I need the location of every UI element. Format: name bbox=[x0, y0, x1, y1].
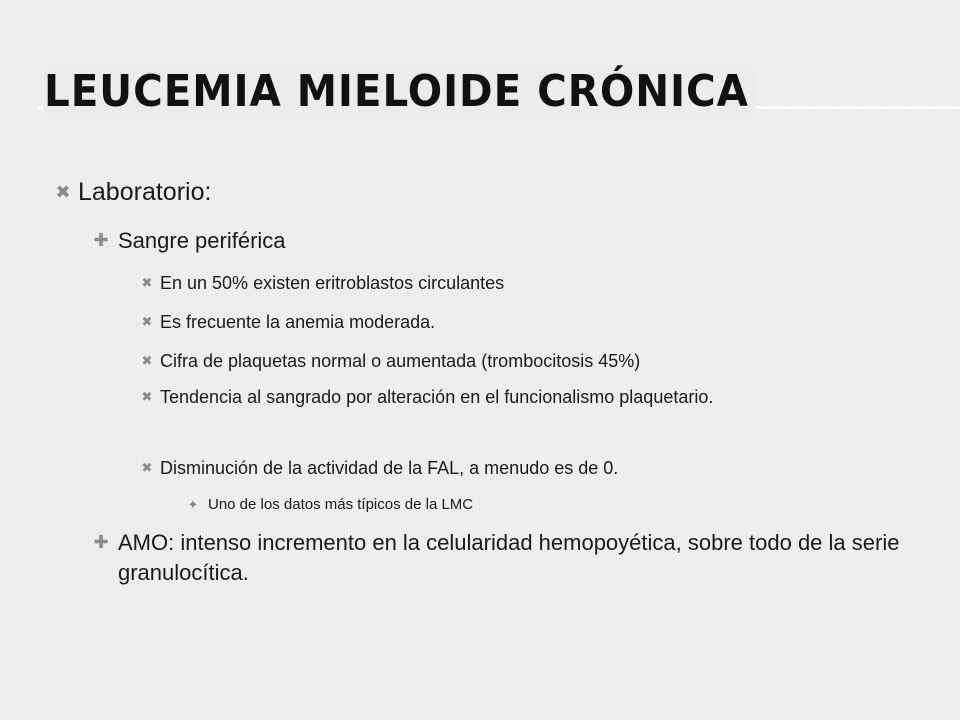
slide-title: LEUCEMIA MIELOIDE CRÓNICA bbox=[44, 66, 756, 118]
list-item bbox=[138, 348, 898, 374]
x-icon: ✖ bbox=[141, 389, 153, 404]
list-item-text: Es frecuente la anemia moderada. bbox=[160, 312, 436, 332]
list-item-text: Disminución de la actividad de la FAL, a menudo es de 0. bbox=[160, 458, 619, 478]
x-icon: ✖ bbox=[141, 275, 153, 290]
list-item bbox=[90, 528, 910, 588]
x-icon: ✖ bbox=[141, 314, 153, 329]
list-item-text: Sangre periférica bbox=[118, 228, 286, 253]
plus-icon: ✚ bbox=[93, 532, 109, 552]
x-icon: ✖ bbox=[141, 460, 153, 475]
list-item bbox=[90, 226, 910, 256]
list-item-text: Laboratorio: bbox=[78, 178, 212, 206]
list-item bbox=[138, 384, 818, 410]
list-item bbox=[52, 176, 912, 208]
list-item bbox=[138, 309, 898, 335]
title-area bbox=[38, 62, 960, 118]
list-item bbox=[184, 494, 884, 516]
list-item-text: AMO: intenso incremento en la celularidad hemopoyética, sobre todo de la serie granulocítica. bbox=[118, 530, 900, 585]
list-item-text: Uno de los datos más típicos de la LMC bbox=[208, 496, 474, 513]
list-item-text: Tendencia al sangrado por alteración en el funcionalismo plaquetario. bbox=[160, 387, 714, 407]
list-item-text: Cifra de plaquetas normal o aumentada (trombocitosis 45%) bbox=[160, 351, 641, 371]
list-item bbox=[138, 270, 898, 296]
list-item-text: En un 50% existen eritroblastos circulantes bbox=[160, 273, 505, 293]
x-icon: ✖ bbox=[141, 353, 153, 368]
list-item bbox=[138, 455, 898, 481]
x-icon: ✖ bbox=[55, 182, 71, 202]
plus-icon: ✚ bbox=[93, 230, 109, 250]
star-icon: ✦ bbox=[187, 497, 199, 512]
